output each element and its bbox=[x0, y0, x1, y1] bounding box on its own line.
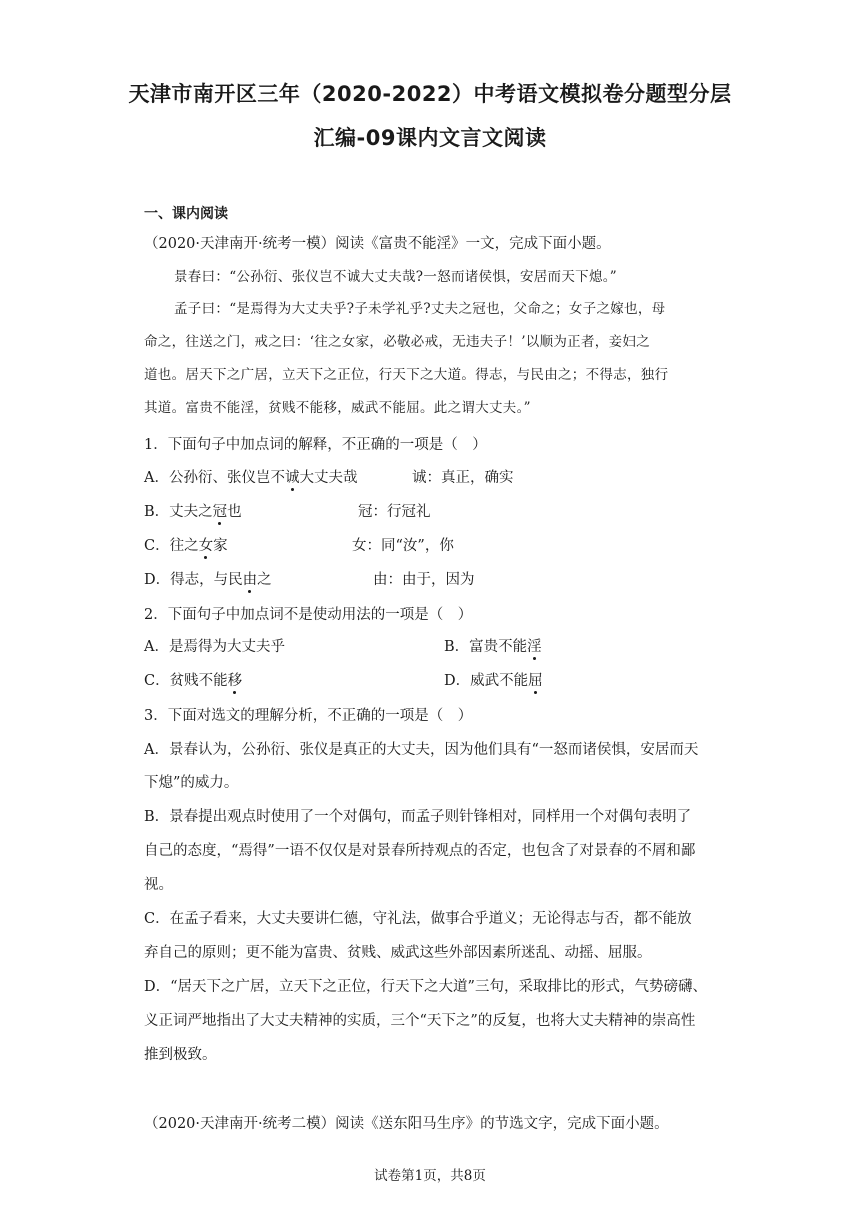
q3-option-line: 弃自己的原则；更不能为富贵、贫贱、威武这些外部因素所迷乱、动摇、屈服。 bbox=[144, 945, 652, 961]
passage-line: 道也。居天下之广居，立天下之正位，行天下之大道。得志，与民由之；不得志，独行 bbox=[144, 367, 669, 383]
q3-option-line: B．景春提出观点时使用了一个对偶句，而孟子则针锋相对，同样用一个对偶句表明了 bbox=[144, 809, 692, 825]
q2-option-b bbox=[444, 635, 542, 656]
option-text: D．威武不能 bbox=[444, 673, 529, 689]
option-text: D．得志，与民 bbox=[144, 572, 243, 588]
q3-option-line: D．“居天下之广居，立天下之正位，行天下之大道”三句，采取排比的形式，气势磅礴、 bbox=[144, 979, 707, 995]
q3-option-line: 下熄”的威力。 bbox=[144, 775, 239, 791]
q3-option-line: C．在孟子看来，大丈夫要讲仁德，守礼法，做事合乎道义；无论得志与否，都不能放 bbox=[144, 911, 692, 927]
q3-option-line: A．景春认为，公孙衍、张仪是真正的大丈夫，因为他们具有“一怒而诸侯惧，安居而天 bbox=[144, 742, 699, 758]
passage-line: 其道。富贵不能淫，贫贱不能移，威武不能屈。此之谓大丈夫。” bbox=[144, 400, 531, 416]
option-text: A．公孙衍、张仪岂不 bbox=[144, 470, 285, 486]
question-2-stem: 2．下面句子中加点词不是使动用法的一项是（ ） bbox=[144, 607, 473, 623]
option-text: A．是焉得为大丈夫乎 bbox=[144, 639, 285, 655]
q1-option-c-gloss: 女：同“汝”，你 bbox=[352, 538, 454, 554]
dotted-word: 由 bbox=[242, 572, 258, 588]
option-text: 也 bbox=[227, 504, 242, 520]
q2-option-d bbox=[444, 669, 543, 690]
dotted-word: 淫 bbox=[527, 639, 542, 655]
q1-option-b-gloss: 冠：行冠礼 bbox=[358, 504, 431, 520]
q1-option-a-gloss: 诚：真正，确实 bbox=[412, 470, 514, 486]
q1-option-b bbox=[144, 500, 242, 521]
dotted-word: 诚 bbox=[284, 470, 300, 486]
q2-option-c bbox=[144, 669, 242, 690]
passage-line: 命之，往送之门，戒之曰：‘往之女家，必敬必戒，无违夫子！’以顺为正者，妾妇之 bbox=[144, 334, 650, 350]
dotted-word: 屈 bbox=[528, 673, 543, 689]
option-text: C．往之 bbox=[144, 538, 199, 554]
option-text: 家 bbox=[213, 538, 228, 554]
q3-option-line: 推到极致。 bbox=[144, 1047, 217, 1063]
dotted-word: 移 bbox=[227, 673, 243, 689]
q1-option-a bbox=[144, 466, 357, 487]
q3-option-line: 自己的态度，“焉得”一语不仅仅是对景春所持观点的否定，也包含了对景春的不屑和鄙 bbox=[144, 843, 696, 859]
reading-intro-2: （2020·天津南开·统考二模）阅读《送东阳马生序》的节选文字，完成下面小题。 bbox=[144, 1116, 669, 1132]
document-title-line-2: 汇编-09课内文言文阅读 bbox=[313, 126, 547, 150]
section-heading: 一、课内阅读 bbox=[144, 206, 228, 222]
q3-option-line: 视。 bbox=[144, 877, 173, 893]
page-footer: 试卷第1页，共8页 bbox=[374, 1168, 486, 1184]
document-title-line-1: 天津市南开区三年（2020-2022）中考语文模拟卷分题型分层 bbox=[128, 82, 732, 106]
q2-option-a bbox=[144, 635, 285, 656]
dotted-word: 女 bbox=[198, 538, 214, 554]
option-text: C．贫贱不能 bbox=[144, 673, 228, 689]
q3-option-line: 义正词严地指出了大丈夫精神的实质，三个“天下之”的反复，也将大丈夫精神的崇高性 bbox=[144, 1013, 696, 1029]
question-3-stem: 3．下面对选文的理解分析，不正确的一项是（ ） bbox=[144, 708, 473, 724]
question-1-stem: 1．下面句子中加点词的解释，不正确的一项是（ ） bbox=[144, 437, 487, 453]
passage-line: 孟子曰：“是焉得为大丈夫乎?子未学礼乎?丈夫之冠也，父命之；女子之嫁也，母 bbox=[174, 301, 666, 317]
q1-option-c bbox=[144, 534, 228, 555]
q1-option-d-gloss: 由：由于，因为 bbox=[373, 572, 475, 588]
option-text: B．丈夫之 bbox=[144, 504, 213, 520]
reading-intro-1: （2020·天津南开·统考一模）阅读《富贵不能淫》一文，完成下面小题。 bbox=[144, 236, 611, 252]
passage-line: 景春曰：“公孙衍、张仪岂不诚大丈夫哉?一怒而诸侯惧，安居而天下熄。” bbox=[174, 269, 617, 285]
option-text: 大丈夫哉 bbox=[299, 470, 358, 486]
q1-option-d bbox=[144, 568, 272, 589]
option-text: 之 bbox=[257, 572, 272, 588]
option-text: B．富贵不能 bbox=[444, 639, 528, 655]
dotted-word: 冠 bbox=[212, 504, 228, 520]
